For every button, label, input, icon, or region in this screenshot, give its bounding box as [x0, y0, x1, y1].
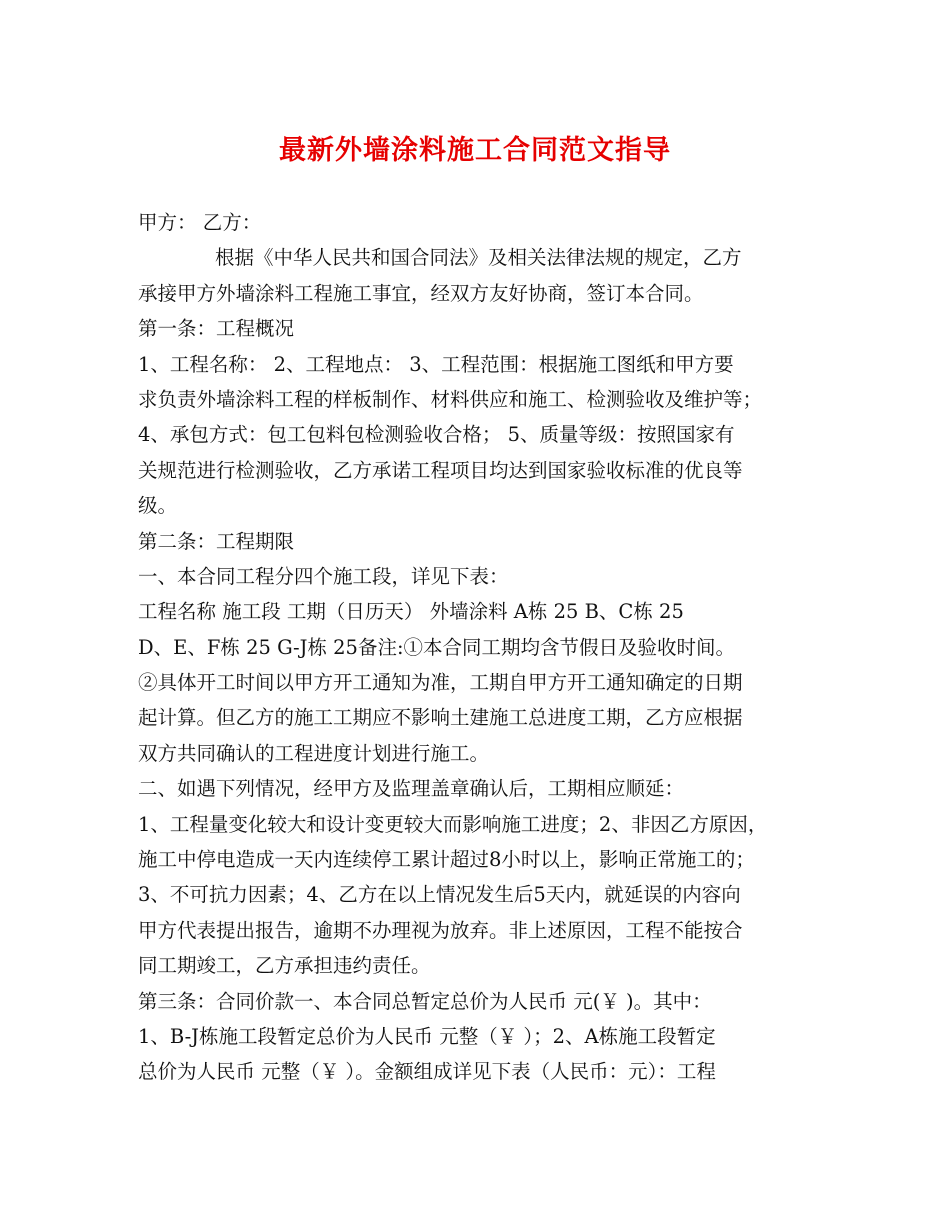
document-body	[138, 205, 818, 1090]
text-line: D、E、F栋 25 G-J栋 25备注:①本合同工期均含节假日及验收时间。	[138, 635, 736, 659]
text-line: 施工中停电造成一天内连续停工累计超过8小时以上，影响正常施工的；	[138, 848, 755, 872]
text-line: 4、承包方式：包工包料包检测验收合格； 5、质量等级：按照国家有	[138, 423, 735, 447]
text-line: 承接甲方外墙涂料工程施工事宜，经双方友好协商，签订本合同。	[138, 281, 704, 305]
text-line: 双方共同确认的工程进度计划进行施工。	[138, 741, 490, 765]
text-line: 甲方代表提出报告，逾期不办理视为放弃。非上述原因，工程不能按合	[138, 918, 743, 942]
text-line: 1、B-J栋施工段暂定总价为人民币 元整（￥ ）；2、A栋施工段暂定	[138, 1024, 716, 1048]
text-line: 二、如遇下列情况，经甲方及监理盖章确认后，工期相应顺延：	[138, 777, 685, 801]
text-line: 1、工程名称： 2、工程地点： 3、工程范围：根据施工图纸和甲方要	[138, 352, 734, 376]
text-line: 一、本合同工程分四个施工段，详见下表：	[138, 564, 509, 588]
text-line: 同工期竣工，乙方承担违约责任。	[138, 954, 431, 978]
section-heading: 第二条：工程期限	[138, 529, 295, 553]
section-heading: 第一条：工程概况	[138, 317, 295, 341]
text-line: 1、工程量变化较大和设计变更较大而影响施工进度；2、非因乙方原因，	[138, 812, 768, 836]
text-line: 3、不可抗力因素；4、乙方在以上情况发生后5天内，就延误的内容向	[138, 883, 741, 907]
text-line: 起计算。但乙方的施工工期应不影响土建施工总进度工期，乙方应根据	[138, 706, 743, 730]
text-line: 甲方： 乙方：	[138, 211, 262, 234]
section-heading: 第三条：合同价款一、本合同总暂定总价为人民币 元(￥ )。其中：	[138, 989, 712, 1013]
text-line: 关规范进行检测验收，乙方承诺工程项目均达到国家验收标准的优良等	[138, 458, 743, 482]
text-line: ②具体开工时间以甲方开工通知为准，工期自甲方开工通知确定的日期	[138, 671, 743, 695]
text-line: 工程名称 施工段 工期（日历天） 外墙涂料 A栋 25 B、C栋 25	[138, 600, 684, 624]
document-title: 最新外墙涂料施工合同范文指导	[279, 135, 671, 166]
text-line: 求负责外墙涂料工程的样板制作、材料供应和施工、检测验收及维护等；	[138, 387, 763, 411]
text-line: 根据《中华人民共和国合同法》及相关法律法规的规定，乙方	[215, 246, 742, 270]
text-line: 总价为人民币 元整（￥ ）。金额组成详见下表（人民币：元）：工程	[138, 1060, 716, 1084]
text-line: 级。	[138, 494, 178, 518]
